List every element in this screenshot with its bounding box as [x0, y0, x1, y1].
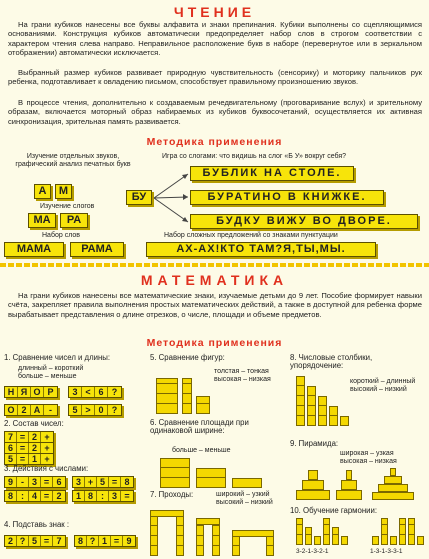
syllable-cube-ra: РА — [60, 213, 88, 228]
pass-top-2 — [196, 518, 220, 525]
word-cube-rama: РАМА — [70, 242, 124, 257]
study-letters-label: Изучение отдельных звуков, графический анализ печатных букв — [15, 153, 131, 169]
pyramid-2-layer — [341, 480, 357, 490]
cube: = — [17, 443, 29, 453]
s4-title: 4. Подставь знак : — [4, 520, 70, 529]
s7-title: 7. Проходы: — [150, 490, 194, 499]
word-cube-mama: МАМА — [4, 242, 64, 257]
pyramid-3-layer — [390, 468, 396, 476]
cube: = — [124, 491, 130, 501]
cube: 8 — [75, 536, 87, 546]
s8-note: короткий – длинный высокий – низкий — [350, 378, 416, 394]
number-bar — [329, 406, 338, 426]
cube-row — [68, 386, 122, 398]
pass-pillar-6 — [266, 536, 274, 556]
cube: = — [111, 536, 123, 546]
cube: + — [44, 454, 50, 464]
cube: + — [85, 477, 97, 487]
complex-sentence-cubes: АХ-АХ!КТО ТАМ?Я,ТЫ,МЫ. — [146, 242, 376, 257]
pass-pillar-2 — [176, 516, 184, 556]
harmony-bar — [372, 536, 379, 545]
cube: 9 — [5, 477, 17, 487]
s9-title: 9. Пирамида: — [290, 439, 339, 448]
cube-row — [4, 476, 66, 488]
harmony-bar — [305, 527, 312, 545]
pyramid-1-layer — [302, 480, 324, 490]
s7-note: широкий – узкий высокий – низкий — [216, 491, 273, 507]
cube: Р — [47, 387, 54, 397]
pyramid-2-layer — [336, 490, 362, 500]
cube: < — [82, 387, 95, 397]
reading-title: ЧТЕНИЕ — [173, 4, 256, 20]
harmony-bar — [296, 518, 303, 545]
cube: + — [44, 443, 50, 453]
harmony-bar — [381, 518, 388, 545]
number-bar — [296, 376, 305, 426]
cube-row — [72, 490, 134, 502]
number-bar — [307, 386, 316, 426]
cube-row — [72, 476, 134, 488]
cube: 3 — [69, 387, 82, 397]
harmony-bar — [341, 536, 348, 545]
pyramid-1-layer — [308, 470, 318, 480]
s8-title: 8. Числовые столбики, упорядочение: — [290, 353, 373, 371]
s10-caption-2: 1-3-1-3-3-1 — [370, 548, 403, 555]
cube: : — [97, 491, 109, 501]
s5-title: 5. Сравнение фигур: — [150, 353, 225, 362]
reading-paragraph-2: Выбранный размер кубиков развивает природную чувствительность (сенсорику) и моторику пальчиков рук ребенка, подготавливает к овладению письмом, способствует правильному произношению звуков. — [8, 68, 422, 87]
cube: 5 — [5, 454, 17, 464]
cube: О — [31, 387, 44, 397]
number-bar — [318, 396, 327, 426]
cube: 7 — [56, 536, 62, 546]
pass-top-3 — [232, 530, 274, 537]
cube: ? — [87, 536, 99, 546]
cube: 2 — [56, 491, 62, 501]
s10-caption-1: 3-2-1-3-2-1 — [296, 548, 329, 555]
pyramid-3-layer — [384, 476, 402, 484]
cube-row — [68, 404, 122, 416]
cube: 1 — [73, 491, 85, 501]
s10-title: 10. Обучение гармонии: — [290, 506, 378, 515]
cube: 6 — [95, 387, 108, 397]
cube: 3 — [109, 491, 121, 501]
cube: 8 — [85, 491, 97, 501]
pass-top-1 — [150, 510, 184, 517]
cube: Н — [5, 387, 18, 397]
reading-paragraph-3: В процессе чтения, дополнительно к создаваемым речедвигательному (проговаривание вслух) и зрительному образам, включается моторный образ набираемых из кубиков буквосочетаний, осуществляется их активная синхронизация, зрительная память развивается. — [8, 98, 422, 126]
cube: 1 — [29, 454, 41, 464]
word-set-label: Набор слов — [42, 232, 80, 239]
math-method-title: Методика применения — [146, 337, 283, 349]
cube: 4 — [29, 491, 41, 501]
s9-note: широкая – узкая высокая – низкая — [340, 450, 397, 466]
cube: 5 — [29, 536, 41, 546]
cube: 2 — [29, 443, 41, 453]
cube: 7 — [5, 432, 17, 442]
figure-thick-tall — [156, 378, 178, 414]
pass-pillar-3 — [196, 524, 204, 556]
pyramid-2-layer — [346, 470, 352, 480]
cube: - — [49, 405, 52, 415]
figure-low — [196, 396, 210, 414]
pass-pillar-5 — [232, 536, 240, 556]
reading-paragraph-1: На грани кубиков нанесены все буквы алфавита и знаки препинания. Кубики выполнены со сцепляющимися основаниями. Конструкция кубиков автоматически предопределяет набор слов в строгом соответствии с характером чтения слева направо. Неправильное расположение букв в наборе (перевернутое или в зеркальном отображении) автоматически исключается. — [8, 20, 422, 57]
s3-title: 3. Действия с числами: — [4, 464, 89, 473]
syllable-cube-ma: МА — [28, 213, 56, 228]
cube: + — [44, 432, 50, 442]
pass-pillar-4 — [212, 524, 220, 556]
cube: А — [31, 405, 44, 415]
pyramid-3-layer — [378, 484, 408, 492]
study-syllables-label: Изучение слогов — [40, 203, 95, 210]
s1-note: длинный – короткий больше – меньше — [18, 365, 84, 381]
s1-title: 1. Сравнение чисел и длины: — [4, 353, 111, 362]
harmony-bar — [408, 518, 415, 545]
phrase-2-cubes: БУРАТИНО В КНИЖКЕ. — [190, 190, 384, 205]
cube: : — [17, 491, 29, 501]
s2-title: 2. Состав чисел: — [4, 419, 64, 428]
cube: ? — [111, 387, 118, 397]
harmony-bar — [417, 536, 424, 545]
branch-arrows — [152, 166, 194, 232]
pass-pillar-1 — [150, 516, 158, 556]
cube: 9 — [126, 536, 132, 546]
s6-title: 6. Сравнение площади при одинаковой ширине: — [150, 418, 249, 436]
cube: 1 — [99, 536, 111, 546]
cube: О — [5, 405, 18, 415]
cube: Я — [18, 387, 31, 397]
cube: - — [17, 477, 29, 487]
cube: = — [109, 477, 121, 487]
cube: 5 — [97, 477, 109, 487]
cube: 5 — [69, 405, 82, 415]
cube: > — [82, 405, 95, 415]
harmony-bar — [314, 536, 321, 545]
phrase-3-cubes: БУДКУ ВИЖУ ВО ДВОРЕ. — [190, 214, 418, 229]
area-small — [232, 478, 262, 488]
cube-row — [74, 535, 136, 547]
cube: 3 — [29, 477, 41, 487]
letter-cube-m: М — [55, 184, 72, 199]
math-paragraph: На грани кубиков нанесены все математические знаки, изучаемые детьми до 9 лет. Пособие формирует навыки счёта, закрепляет правила выполнения простых математических действий, а также в доступной для ребенка форме вырабатывает представления о длине отрезков, о числе, площади и объеме предметов. — [8, 291, 422, 319]
harmony-bar — [332, 527, 339, 545]
section-divider — [0, 263, 429, 267]
letter-cube-a: А — [34, 184, 51, 199]
pyramid-1-layer — [296, 490, 330, 500]
complex-sentence-label: Набор сложных предложений со знаками пунктуации — [164, 232, 338, 239]
cube: 0 — [95, 405, 108, 415]
reading-method-title: Методика применения — [146, 136, 283, 148]
area-large — [160, 458, 190, 488]
cube: 3 — [73, 477, 85, 487]
cube: = — [17, 432, 29, 442]
cube: = — [41, 477, 53, 487]
cube: 6 — [56, 477, 62, 487]
cube: = — [41, 536, 53, 546]
s5-note: толстая – тонкая высокая – низкая — [214, 368, 271, 384]
cube-row — [4, 386, 58, 398]
cube: 8 — [5, 491, 17, 501]
cube-row — [4, 404, 58, 416]
harmony-bar — [390, 536, 397, 545]
number-bar — [340, 416, 349, 426]
cube: 8 — [124, 477, 130, 487]
area-medium — [196, 468, 226, 488]
cube: ? — [17, 536, 29, 546]
harmony-bar — [399, 518, 406, 545]
root-syllable-cube: БУ — [126, 190, 152, 205]
cube: 6 — [5, 443, 17, 453]
s6-note: больше – меньше — [172, 447, 231, 454]
cube-row — [4, 535, 66, 547]
cube: = — [41, 491, 53, 501]
cube: = — [17, 454, 29, 464]
cube: 2 — [18, 405, 31, 415]
pyramid-3-layer — [372, 492, 414, 500]
cube: 2 — [29, 432, 41, 442]
cube: 2 — [5, 536, 17, 546]
harmony-bar — [323, 518, 330, 545]
cube-row — [4, 490, 66, 502]
syllable-game-label: Игра со слогами: что видишь на слог «Б У» вокруг себя? — [162, 153, 347, 160]
figure-thin-tall — [182, 378, 192, 414]
cube: ? — [111, 405, 118, 415]
phrase-1-cubes: БУБЛИК НА СТОЛЕ. — [190, 166, 354, 181]
math-title: МАТЕМАТИКА — [140, 272, 289, 288]
